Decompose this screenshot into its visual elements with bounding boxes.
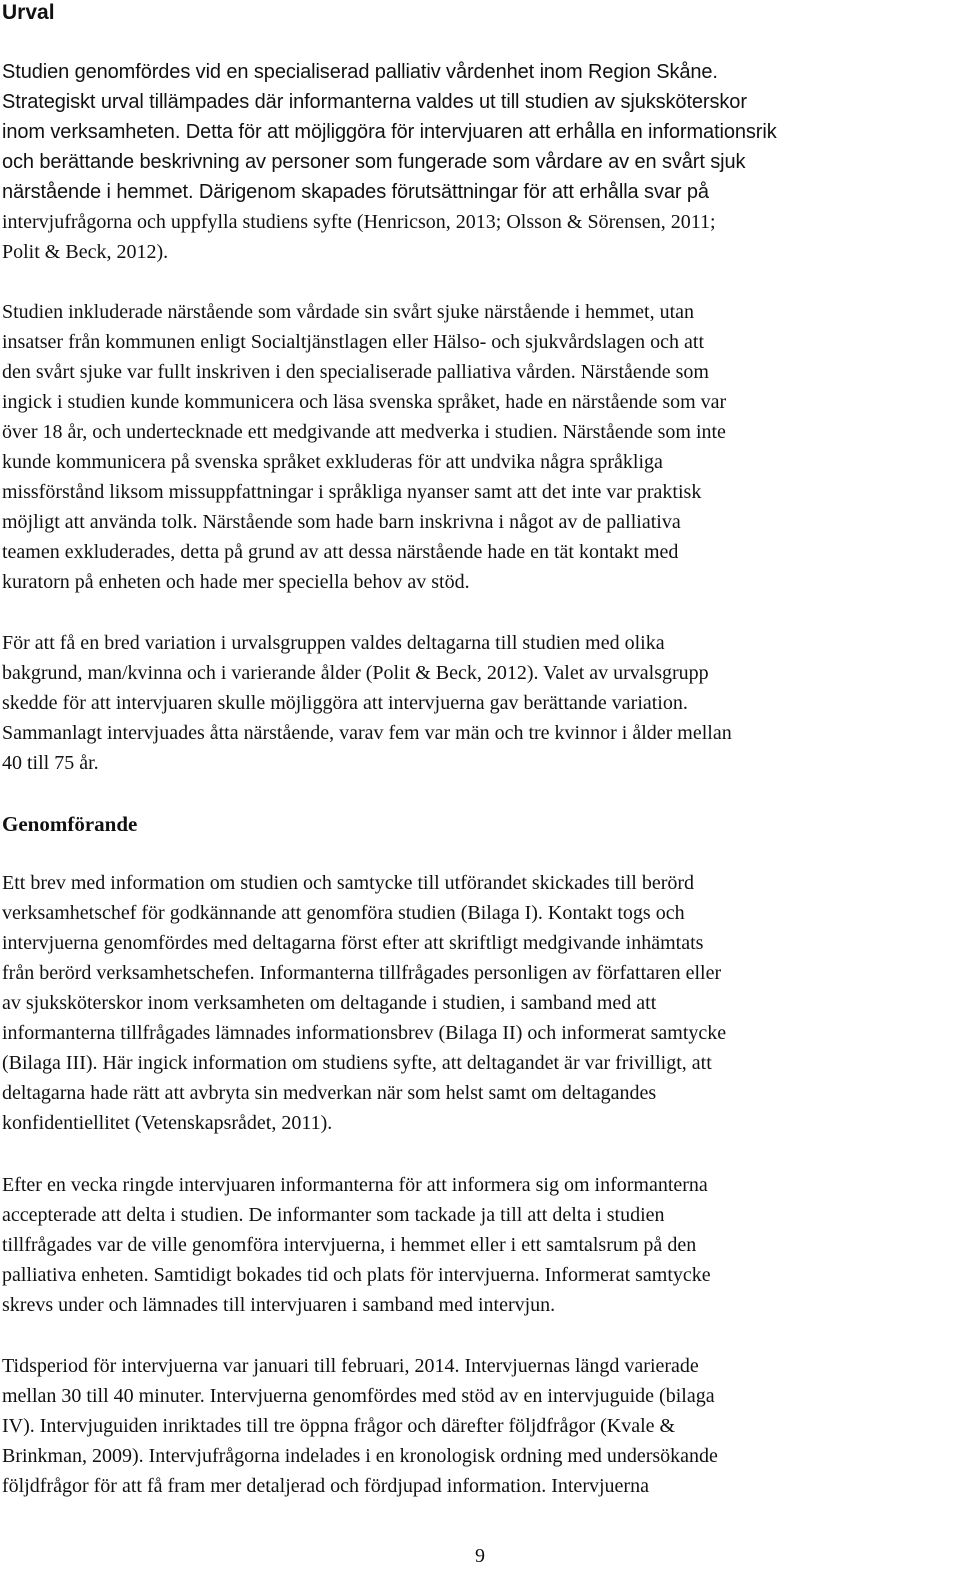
text-line: Studien genomfördes vid en specialiserad palliativ vårdenhet inom Region Skåne. [2,61,718,83]
paragraph-urval-3 [2,628,956,778]
text-line: 40 till 75 år. [2,752,99,774]
text-line: och berättande beskrivning av personer som fungerade som vårdare av en svårt sjuk [2,151,746,173]
text-line: mellan 30 till 40 minuter. Intervjuerna genomfördes med stöd av en intervjuguide (bilaga [2,1385,715,1407]
text-line: av sjuksköterskor inom verksamheten om deltagande i studien, i samband med att [2,992,657,1014]
paragraph-genomforande-3 [2,1351,956,1501]
text-line: accepterade att delta i studien. De informanter som tackade ja till att delta i studien [2,1204,665,1226]
text-line: möjligt att använda tolk. Närstående som hade barn inskrivna i något av de palliativa [2,511,681,533]
text-line: informanterna tillfrågades lämnades informationsbrev (Bilaga II) och informerat samtycke [2,1022,727,1044]
section-heading-genomforande: Genomförande [2,812,138,836]
text-line: bakgrund, man/kvinna och i varierande ålder (Polit & Beck, 2012). Valet av urvalsgrupp [2,662,709,684]
page-number: 9 [475,1545,485,1567]
paragraph-urval-2 [2,297,956,597]
text-line: konfidentiellitet (Vetenskapsrådet, 2011). [2,1112,333,1134]
paragraph-genomforande-2 [2,1170,956,1320]
paragraph-genomforande-1 [2,868,956,1138]
text-line: IV). Intervjuguiden inriktades till tre öppna frågor och därefter följdfrågor (Kvale & [2,1415,676,1437]
text-line: Polit & Beck, 2012). [2,241,169,263]
text-line: palliativa enheten. Samtidigt bokades tid och plats för intervjuerna. Informerat samtycke [2,1264,711,1286]
text-line: (Bilaga III). Här ingick information om studiens syfte, att deltagandet är var frivilligt, att [2,1052,712,1074]
text-line: skedde för att intervjuaren skulle möjliggöra att intervjuerna gav berättande variation. [2,692,688,714]
text-line: Sammanlagt intervjuades åtta närstående, varav fem var män och tre kvinnor i ålder mellan [2,722,732,744]
text-line: intervjuerna genomfördes med deltagarna först efter att skriftligt medgivande inhämtats [2,932,704,954]
text-line: tillfrågades var de ville genomföra intervjuerna, i hemmet eller i ett samtalsrum på den [2,1234,697,1256]
section-heading-urval: Urval [2,1,55,24]
text-line: Brinkman, 2009). Intervjufrågorna indelades i en kronologisk ordning med undersökande [2,1445,718,1467]
text-line: insatser från kommunen enligt Socialtjänstlagen eller Hälso- och sjukvårdslagen och att [2,331,705,353]
text-line: teamen exkluderades, detta på grund av att dessa närstående hade en tät kontakt med [2,541,679,563]
text-line: Strategiskt urval tillämpades där informanterna valdes ut till studien av sjuksköterskor [2,91,747,113]
text-line: följdfrågor för att få fram mer detaljerad och fördjupad information. Intervjuerna [2,1475,649,1497]
text-line: inom verksamheten. Detta för att möjliggöra för intervjuaren att erhålla en informationsrik [2,121,777,143]
text-line: Efter en vecka ringde intervjuaren informanterna för att informera sig om informanterna [2,1174,708,1196]
text-line: ingick i studien kunde kommunicera och läsa svenska språket, hade en närstående som var [2,391,727,413]
text-line: från berörd verksamhetschefen. Informanterna tillfrågades personligen av författaren eller [2,962,722,984]
text-line: Ett brev med information om studien och samtycke till utförandet skickades till berörd [2,872,695,894]
text-line: närstående i hemmet. Därigenom skapades förutsättningar för att erhålla svar på [2,181,709,203]
text-line: Studien inkluderade närstående som vårdade sin svårt sjuke närstående i hemmet, utan [2,301,695,323]
text-line: För att få en bred variation i urvalsgruppen valdes deltagarna till studien med olika [2,632,665,654]
text-line: över 18 år, och undertecknade ett medgivande att medverka i studien. Närstående som inte [2,421,726,443]
paragraph-urval-1 [2,57,956,267]
text-line: skrevs under och lämnades till intervjuaren i samband med intervjun. [2,1294,556,1316]
text-line: kunde kommunicera på svenska språket exkluderas för att undvika några språkliga [2,451,663,473]
text-line: Tidsperiod för intervjuerna var januari till februari, 2014. Intervjuernas längd varierade [2,1355,699,1377]
text-line: verksamhetschef för godkännande att genomföra studien (Bilaga I). Kontakt togs och [2,902,685,924]
text-line: deltagarna hade rätt att avbryta sin medverkan när som helst samt om deltagandes [2,1082,657,1104]
text-line: missförstånd liksom missuppfattningar i språkliga nyanser samt att det inte var praktisk [2,481,702,503]
text-line: den svårt sjuke var fullt inskriven i den specialiserade palliativa vården. Närstående som [2,361,709,383]
text-line: intervjufrågorna och uppfylla studiens syfte (Henricson, 2013; Olsson & Sörensen, 2011; [2,211,716,233]
text-line: kuratorn på enheten och hade mer speciella behov av stöd. [2,571,470,593]
